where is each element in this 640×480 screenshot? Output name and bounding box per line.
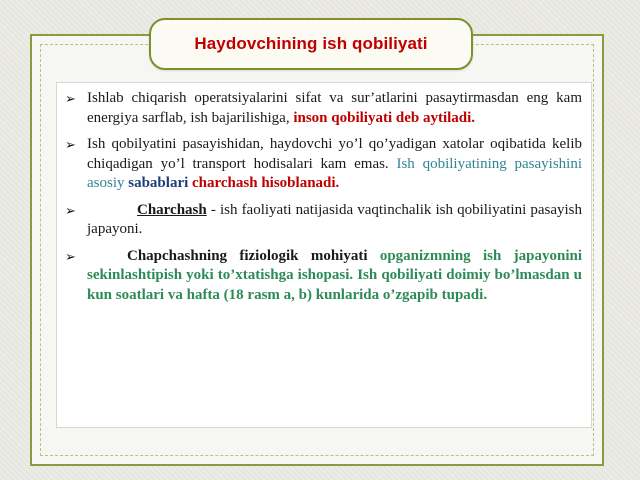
bullet-4-term: Chapchashning fiziologik mohiyati [127,247,368,264]
arrow-bullet-icon: ➢ [65,248,76,264]
bullet-text [87,135,582,194]
arrow-bullet-icon: ➢ [65,202,76,218]
bullet-1-highlight: inson qobiliyati deb aytiladi. [293,109,476,126]
content-box [56,82,592,428]
bullet-item [63,135,582,194]
bullet-3-text: - ish faoliyati natijasida vaqtinchalik ish qobiliyatini pasayish japayoni. [87,201,582,237]
bullet-3-term: Charchash [137,201,207,218]
bullet-2-red: charchash hisoblanadi. [192,175,340,191]
arrow-bullet-icon: ➢ [65,137,76,152]
bullet-2-text: Ish qobilyatini pasayishidan, haydovchi yo’l qo’yadigan xatolar oqibatida kelib chiqadigan yo’l transport hodisalari kam emas. [87,136,582,172]
bullet-item [63,247,582,306]
bullet-list [63,89,582,305]
bullet-1-text: Ishlab chiqarish operatsiyalarini sifat va sur’atlarini pasaytirmasdan eng kam energiya sarflab, ish bajarilishiga, [87,90,582,126]
bullet-4-text: opganizmning ish japayonini sekinlashtipish yoki to’xtatishga ishopasi. Ish qobiliyati doimiy bo’lmasdan u kun soatlari va hafta (18 rasm a, b) kunlarida o’zgapib tupadi. [87,247,583,303]
arrow-bullet-icon: ➢ [65,91,76,106]
slide-title: Haydovchining ish qobiliyati [194,34,428,53]
bullet-2-teal: Ish qobiliyatining pasayishini asosiy [87,155,582,191]
bullet-2-navy: sabablari [128,175,189,191]
bullet-item [63,89,582,128]
bullet-text [87,247,582,306]
bullet-item [63,201,582,240]
title-box [149,18,473,70]
bullet-text [87,201,582,240]
bullet-text [87,89,582,128]
